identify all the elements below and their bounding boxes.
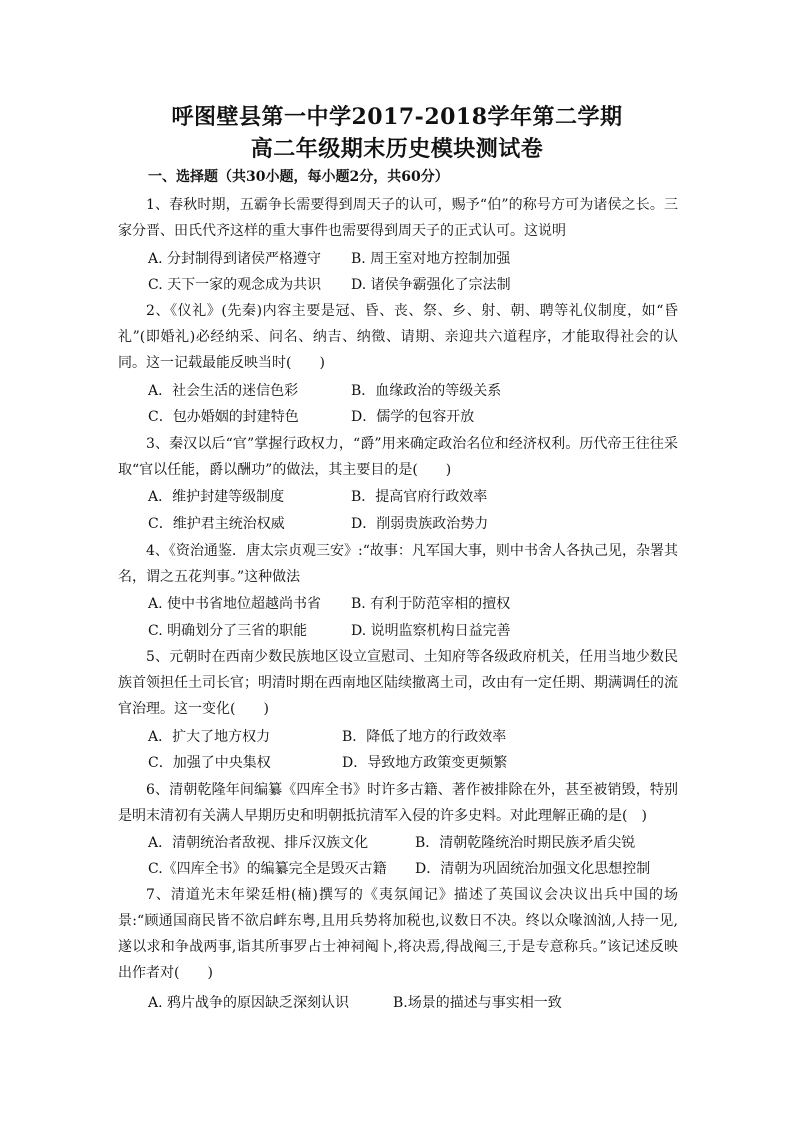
exam-title-line1: 呼图壁县第一中学2017-2018学年第二学期 (171, 104, 623, 130)
question-3-stem: 3、秦汉以后“官”掌握行政权力，“爵”用来确定政治名位和经济权利。历代帝王往往采取“官以任能，爵以酬功”的做法，其主要目的是( ) (118, 436, 678, 478)
question-3-option-d: D．削弱贵族政治势力 (351, 516, 489, 532)
question-1-option-c: C. 天下一家的观念成为共识 (148, 277, 322, 293)
question-3-option-b: B．提高官府行政效率 (351, 489, 488, 505)
question-1-option-d: D. 诸侯争霸强化了宗法制 (351, 277, 511, 293)
question-2-option-d: D．儒学的包容开放 (351, 409, 475, 425)
question-5-stem: 5、元朝时在西南少数民族地区设立宣慰司、土知府等各级政府机关，任用当地少数民族首领担任土司长官；明清时期在西南地区陆续撤离土司，改由有一定任期、期满调任的流官治理。这一变化( ) (118, 649, 678, 717)
question-1-option-b: B. 周王室对地方控制加强 (351, 251, 511, 267)
question-7-option-a: A. 鸦片战争的原因缺乏深刻认识 (148, 995, 350, 1011)
question-5-option-d: D．导致地方政策变更频繁 (342, 755, 508, 771)
question-2-option-b: B．血缘政治的等级关系 (351, 383, 502, 399)
question-3-option-a: A．维护封建等级制度 (148, 489, 285, 505)
question-7-stem: 7、清道光末年梁廷枏(楠)撰写的《夷氛闻记》描述了英国议会决议出兵中国的场景:“顾通国商民皆不欲启衅东粤,且用兵势将加税也,议数日不决。终以众喙汹汹,人持一见,遂以求和争战两事,诣其所事罗占士神祠阄卜,将决焉,得战阄三,于是专意称兵。”该记述反映出作者对( ) (118, 887, 678, 981)
question-6-option-c: C.《四库全书》的编纂完全是毁灭古籍 (148, 861, 387, 877)
question-5-option-c: C．加强了中央集权 (148, 755, 271, 771)
question-2-option-c: C．包办婚姻的封建特色 (148, 409, 299, 425)
question-4-option-a: A. 使中书省地位超越尚书省 (148, 596, 322, 612)
question-1-stem: 1、春秋时期，五霸争长需要得到周天子的认可，赐予“伯”的称号方可为诸侯之长。三家分晋、田氏代齐这样的重大事件也需要得到周天子的正式认可。这说明 (118, 197, 678, 239)
question-6-option-d: D．清朝为巩固统治加强文化思想控制 (415, 861, 651, 877)
question-4-option-b: B. 有利于防范宰相的擅权 (351, 596, 511, 612)
question-3-option-c: C．维护君主统治权威 (148, 516, 285, 532)
question-7-option-b: B.场景的描述与事实相一致 (393, 995, 562, 1011)
question-2-stem: 2、《仪礼》(先秦)内容主要是冠、昏、丧、祭、乡、射、朝、聘等礼仪制度，如“昏礼”(即婚礼)必经纳采、问名、纳吉、纳徵、请期、亲迎共六道程序，才能取得社会的认同。这一记载最能反映当时( ) (118, 303, 678, 371)
question-6-option-a: A．清朝统治者敌视、排斥汉族文化 (148, 835, 369, 851)
question-4-option-c: C. 明确划分了三省的职能 (148, 623, 308, 639)
section-heading: 一、选择题（共30小题，每小题2分，共60分） (148, 169, 449, 185)
exam-title-line2: 高二年级期末历史模块测试卷 (250, 136, 544, 162)
question-6-option-b: B．清朝乾隆统治时期民族矛盾尖锐 (415, 835, 636, 851)
question-2-option-a: A．社会生活的迷信色彩 (148, 383, 299, 399)
question-6-stem: 6、清朝乾隆年间编纂《四库全书》时许多古籍、著作被排除在外，甚至被销毁，特别是明末清初有关满人早期历史和明朝抵抗清军入侵的许多史料。对此理解正确的是( ) (118, 782, 678, 824)
question-1-option-a: A. 分封制得到诸侯严格遵守 (148, 251, 322, 267)
question-5-option-a: A．扩大了地方权力 (148, 729, 271, 745)
question-4-option-d: D. 说明监察机构日益完善 (351, 623, 511, 639)
question-4-stem: 4、《资治通鉴．唐太宗贞观三安》:“故事：凡军国大事，则中书舍人各执己见，杂署其名，谓之五花判事。”这种做法 (118, 543, 678, 585)
question-5-option-b: B．降低了地方的行政效率 (342, 729, 507, 745)
